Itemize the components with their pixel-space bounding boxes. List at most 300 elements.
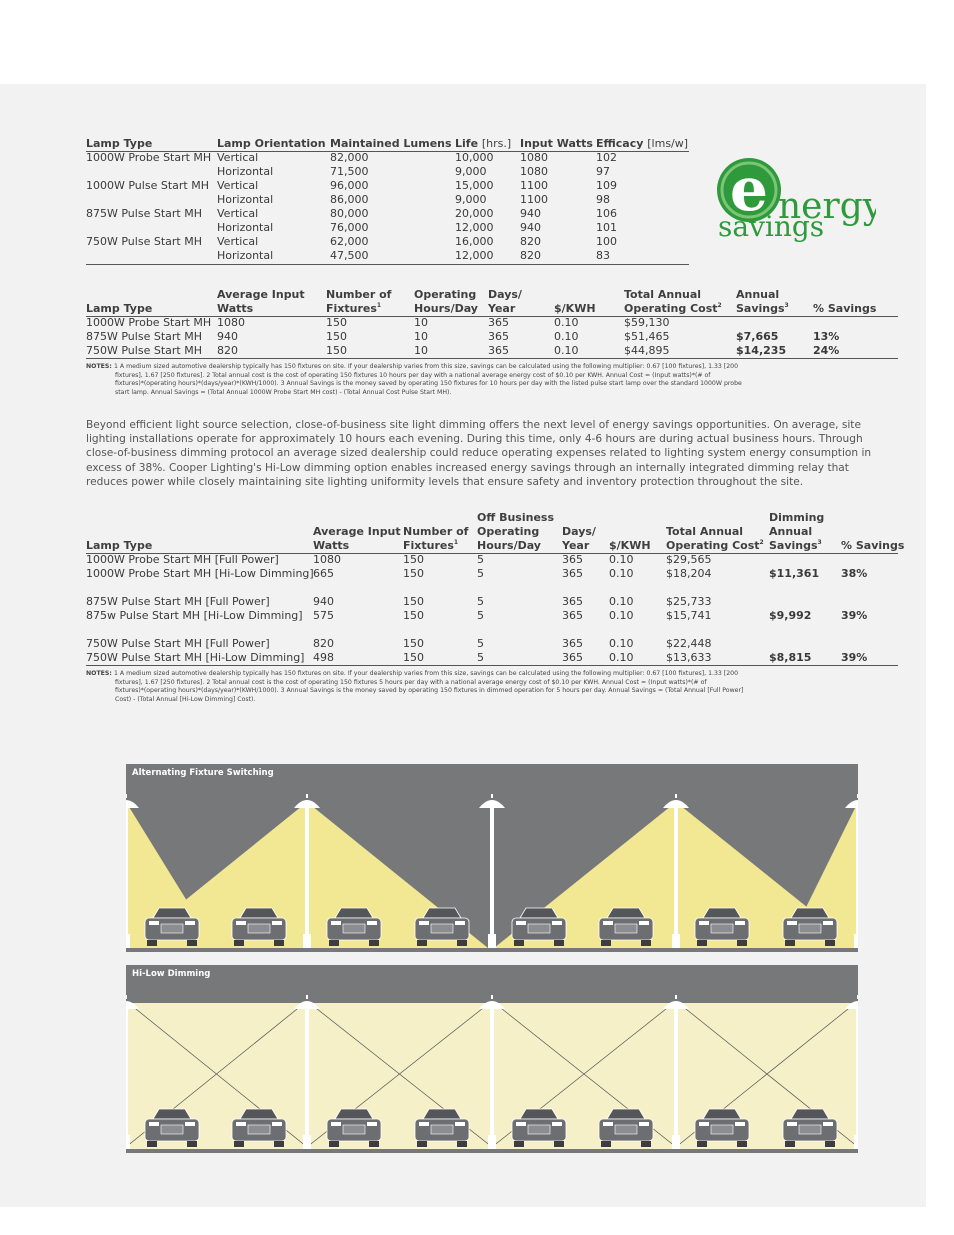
cell-hours: 5: [477, 553, 484, 566]
cell-fixtures: 150: [403, 553, 424, 566]
col-header-savings-l1: Annual: [769, 525, 813, 538]
cell-cost: $29,565: [666, 553, 712, 566]
col-header-cost-l2: Operating Cost$^2$: [666, 539, 764, 552]
cell-cost: $15,741: [666, 609, 712, 622]
alternating-switching-diagram: [126, 764, 858, 952]
car-headlight: [787, 1122, 797, 1126]
car-grille: [711, 924, 733, 933]
car-grille: [528, 1125, 550, 1134]
cell-lumens: 96,000: [330, 179, 369, 192]
lamp-head: [663, 1001, 689, 1009]
cell-savings: $14,235: [736, 344, 787, 357]
cell-pct: 13%: [813, 330, 840, 343]
car-headlight: [639, 1122, 649, 1126]
cell-lumens: 86,000: [330, 193, 369, 206]
col-header-pct: % Savings: [841, 539, 905, 552]
pole-base: [488, 934, 496, 948]
col-header-hours-l0: Off Business: [477, 511, 555, 524]
light-pole: [674, 808, 678, 946]
car-wheel: [369, 1141, 379, 1147]
col-header-hours-l1: Operating: [477, 525, 540, 538]
car-headlight: [735, 1122, 745, 1126]
car-wheel: [697, 1141, 707, 1147]
cell-fixtures: 150: [403, 567, 424, 580]
cell-fixtures: 150: [403, 637, 424, 650]
car-wheel: [825, 940, 835, 946]
car-roof: [791, 1109, 829, 1119]
car-grille: [799, 1125, 821, 1134]
car-headlight: [787, 921, 797, 925]
car-roof: [240, 908, 278, 918]
cell-efficacy: 97: [596, 165, 610, 178]
note-text: 1 A medium sized automotive dealership typically has 150 fixtures on site. If your dealership varies from this size, savings can be calculated using the following multiplier: 0.67 [100 fixtures], 1.33 [200: [113, 363, 739, 370]
col-header-watts-l1: Average Input: [313, 525, 401, 538]
car-wheel: [514, 1141, 524, 1147]
cell-watts: 1080: [217, 316, 245, 329]
car-wheel: [147, 940, 157, 946]
note-line: [86, 696, 894, 705]
car-roof: [153, 908, 191, 918]
pole-base: [854, 934, 858, 948]
cell-lamp: 1000W Probe Start MH: [86, 316, 212, 329]
car-headlight: [419, 1122, 429, 1126]
car-headlight: [367, 921, 377, 925]
cell-hours: 5: [477, 567, 484, 580]
car-wheel: [601, 940, 611, 946]
cell-watts: 498: [313, 651, 334, 664]
cell-fixtures: 150: [403, 651, 424, 664]
car-wheel: [825, 1141, 835, 1147]
cell-fixtures: 150: [403, 595, 424, 608]
lamp-finial: [857, 794, 858, 798]
col-header-fixtures-l1: Number of: [326, 288, 392, 301]
ground-strip: [126, 948, 858, 952]
col-header-days-l2: Year: [488, 302, 516, 315]
lamp-head: [294, 800, 320, 808]
lamp-finial: [857, 995, 858, 999]
svg-text:e: e: [729, 155, 769, 225]
cell-orientation: Horizontal: [217, 221, 274, 234]
note-line: [86, 372, 894, 381]
car-wheel: [641, 940, 651, 946]
cell-cost: $22,448: [666, 637, 712, 650]
col-header-savings-l2: Savings$^3$: [736, 302, 789, 315]
col-header-lamp-type: Lamp Type: [86, 539, 153, 552]
car-headlight: [699, 1122, 709, 1126]
cell-orientation: Vertical: [217, 207, 259, 220]
car-wheel: [641, 1141, 651, 1147]
col-header-watts-l2: Watts: [217, 302, 254, 315]
cell-watts: 820: [520, 249, 541, 262]
cell-watts: 940: [313, 595, 334, 608]
cell-rate: 0.10: [609, 595, 634, 608]
car-roof: [703, 908, 741, 918]
lamp-head: [126, 800, 139, 808]
cell-lamp: 1000W Pulse Start MH: [86, 179, 209, 192]
car-wheel: [274, 940, 284, 946]
cell-rate: 0.10: [609, 553, 634, 566]
lamp-finial: [675, 995, 677, 999]
cell-life: 16,000: [455, 235, 494, 248]
pole-base: [672, 934, 680, 948]
cell-lumens: 82,000: [330, 151, 369, 164]
car-wheel: [457, 940, 467, 946]
col-header-efficacy: Efficacy [lms/w]: [596, 137, 689, 150]
car-headlight: [699, 921, 709, 925]
lamp-head: [294, 1001, 320, 1009]
cell-lamp: 875w Pulse Start MH [Hi-Low Dimming]: [86, 609, 303, 622]
car-roof: [423, 1109, 461, 1119]
cell-orientation: Horizontal: [217, 249, 274, 262]
car-roof: [791, 908, 829, 918]
col-header-input-watts: Input Watts: [520, 137, 593, 150]
car-roof: [335, 908, 373, 918]
cell-rate: 0.10: [554, 316, 579, 329]
paragraph-line: close-of-business dimming protocol an average sized dealership could reduce operating expenses related to lighting system energy consumption in: [86, 447, 872, 460]
cell-rate: 0.10: [609, 567, 634, 580]
lamp-head: [479, 800, 505, 808]
car-grille: [161, 1125, 183, 1134]
car-headlight: [236, 1122, 246, 1126]
car-headlight: [735, 921, 745, 925]
cell-pct: 39%: [841, 651, 868, 664]
lamp-finial: [126, 794, 127, 798]
body-paragraph: [86, 418, 901, 489]
lamp-finial: [675, 794, 677, 798]
col-header-days-l1: Days/: [488, 288, 522, 301]
cell-life: 15,000: [455, 179, 494, 192]
car-wheel: [554, 1141, 564, 1147]
col-header-days-l2: Year: [562, 539, 590, 552]
car-headlight: [367, 1122, 377, 1126]
cell-orientation: Vertical: [217, 235, 259, 248]
cell-days: 365: [488, 344, 509, 357]
car-grille: [161, 924, 183, 933]
cell-pct: 39%: [841, 609, 868, 622]
col-header-hours-l2: Hours/Day: [477, 539, 541, 552]
pole-base: [303, 934, 311, 948]
car-headlight: [419, 921, 429, 925]
col-header-watts-l2: Watts: [313, 539, 350, 552]
car-grille: [248, 1125, 270, 1134]
light-pole: [126, 1009, 128, 1147]
cell-lamp: 750W Pulse Start MH: [86, 235, 202, 248]
car-roof: [335, 1109, 373, 1119]
car-wheel: [457, 1141, 467, 1147]
car-wheel: [274, 1141, 284, 1147]
cell-lamp: 1000W Probe Start MH [Full Power]: [86, 553, 279, 566]
car-roof: [520, 908, 558, 918]
cell-hours: 5: [477, 609, 484, 622]
cell-rate: 0.10: [609, 651, 634, 664]
col-header-rate: $/KWH: [554, 302, 596, 315]
cell-watts: 1100: [520, 179, 548, 192]
car-grille: [528, 924, 550, 933]
car-headlight: [603, 921, 613, 925]
car-roof: [607, 1109, 645, 1119]
note-text: fixtures], 1.67 [250 fixtures]. 2 Total annual cost is the cost of operating 150 fixtures 10 hours per day with a national average energy cost of $0.10 per KWH. Annual Cost = (Input watts)*(# of: [115, 371, 711, 379]
cell-rate: 0.10: [609, 609, 634, 622]
cell-hours: 10: [414, 316, 428, 329]
cell-lamp: 750W Pulse Start MH [Hi-Low Dimming]: [86, 651, 305, 664]
cell-savings: $9,992: [769, 609, 812, 622]
notes-label: NOTES:: [86, 363, 114, 370]
col-header-watts-l1: Average Input: [217, 288, 305, 301]
note-line: [86, 670, 894, 679]
cell-lamp: 875W Pulse Start MH [Full Power]: [86, 595, 270, 608]
light-pole: [126, 808, 128, 946]
cell-lamp: 1000W Probe Start MH [Hi-Low Dimming]: [86, 567, 314, 580]
paragraph-line: lighting installations operate for approximately 10 hours each evening. During this time, only 4-6 hours are during actual business hours. Through: [86, 433, 863, 446]
car-headlight: [236, 921, 246, 925]
car-wheel: [187, 940, 197, 946]
note-line: [86, 363, 894, 372]
car-wheel: [514, 940, 524, 946]
footnotes-table3: [86, 670, 894, 704]
lamp-finial: [306, 995, 308, 999]
car-grille: [343, 924, 365, 933]
lamp-finial: [126, 995, 127, 999]
light-pole: [490, 808, 494, 946]
car-grille: [343, 1125, 365, 1134]
cell-cost: $13,633: [666, 651, 712, 664]
car-headlight: [149, 921, 159, 925]
cell-life: 20,000: [455, 207, 494, 220]
lamp-finial: [306, 794, 308, 798]
hi-low-dimming-diagram: [126, 965, 858, 1153]
pole-base: [126, 1135, 130, 1149]
car-headlight: [455, 921, 465, 925]
cell-rate: 0.10: [609, 637, 634, 650]
col-header-life: Life [hrs.]: [455, 137, 512, 150]
cell-days: 365: [488, 316, 509, 329]
car-roof: [607, 908, 645, 918]
car-roof: [240, 1109, 278, 1119]
cell-savings: $7,665: [736, 330, 779, 343]
cell-savings: $8,815: [769, 651, 812, 664]
cell-fixtures: 150: [326, 344, 347, 357]
cell-watts: 1080: [520, 165, 548, 178]
car-grille: [431, 924, 453, 933]
note-text: fixtures], 1.67 [250 fixtures]. 2 Total annual cost is the cost of operating 150 fixtures 5 hours per day with a national average energy cost of $0.10 per KWH. Annual Cost = (Input watts)*(# of: [115, 678, 707, 686]
light-pole: [490, 1009, 494, 1147]
cell-rate: 0.10: [554, 330, 579, 343]
svg-text:nergy: nergy: [778, 186, 876, 227]
cell-cost: $18,204: [666, 567, 712, 580]
car-wheel: [601, 1141, 611, 1147]
cell-watts: 820: [520, 235, 541, 248]
cell-watts: 1080: [520, 151, 548, 164]
cell-efficacy: 100: [596, 235, 617, 248]
cell-hours: 5: [477, 651, 484, 664]
col-header-orientation: Lamp Orientation: [217, 137, 326, 150]
cell-life: 12,000: [455, 249, 494, 262]
cell-efficacy: 98: [596, 193, 610, 206]
cell-lumens: 76,000: [330, 221, 369, 234]
cell-orientation: Horizontal: [217, 193, 274, 206]
car-grille: [615, 924, 637, 933]
col-header-cost-l1: Total Annual: [624, 288, 702, 301]
pole-base: [303, 1135, 311, 1149]
notes-label: NOTES:: [86, 670, 114, 677]
cell-watts: 940: [520, 207, 541, 220]
car-grille: [248, 924, 270, 933]
car-headlight: [639, 921, 649, 925]
cell-life: 12,000: [455, 221, 494, 234]
light-pole: [674, 1009, 678, 1147]
table-bottom-rule: [86, 358, 898, 359]
car-headlight: [455, 1122, 465, 1126]
car-headlight: [272, 921, 282, 925]
cell-cost: $59,130: [624, 316, 670, 329]
note-line: [86, 389, 894, 398]
cell-days: 365: [562, 567, 583, 580]
car-headlight: [185, 1122, 195, 1126]
car-roof: [153, 1109, 191, 1119]
car-wheel: [187, 1141, 197, 1147]
cell-days: 365: [562, 553, 583, 566]
cell-efficacy: 83: [596, 249, 610, 262]
car-wheel: [737, 940, 747, 946]
cell-lamp: 750W Pulse Start MH: [86, 344, 202, 357]
car-grille: [799, 924, 821, 933]
cell-watts: 940: [520, 221, 541, 234]
col-header-pct: % Savings: [813, 302, 877, 315]
col-header-lamp-type: Lamp Type: [86, 302, 153, 315]
diagram-title: Hi-Low Dimming: [132, 969, 211, 979]
cell-fixtures: 150: [326, 316, 347, 329]
cell-savings: $11,361: [769, 567, 820, 580]
pole-base: [126, 934, 130, 948]
svg-text:savings: savings: [718, 210, 825, 243]
lamp-finial: [491, 995, 493, 999]
col-header-lamp-type: Lamp Type: [86, 137, 153, 150]
cell-watts: 665: [313, 567, 334, 580]
cell-days: 365: [562, 637, 583, 650]
car-wheel: [554, 940, 564, 946]
car-headlight: [149, 1122, 159, 1126]
cell-watts: 820: [313, 637, 334, 650]
col-header-hours-l2: Hours/Day: [414, 302, 478, 315]
ground-strip: [126, 1149, 858, 1153]
car-wheel: [369, 940, 379, 946]
table-bottom-rule: [86, 264, 689, 265]
cell-lamp: 875W Pulse Start MH: [86, 207, 202, 220]
note-line: [86, 380, 894, 389]
col-header-lumens: Maintained Lumens: [330, 137, 452, 150]
paragraph-line: Beyond efficient light source selection, close-of-business site light dimming offers the next level of energy savings opportunities. On average, site: [86, 419, 861, 431]
cell-hours: 10: [414, 344, 428, 357]
cell-lumens: 80,000: [330, 207, 369, 220]
cell-lamp: 750W Pulse Start MH [Full Power]: [86, 637, 270, 650]
car-headlight: [331, 1122, 341, 1126]
cell-lumens: 62,000: [330, 235, 369, 248]
col-header-days-l1: Days/: [562, 525, 596, 538]
car-wheel: [737, 1141, 747, 1147]
cell-watts: 940: [217, 330, 238, 343]
cell-rate: 0.10: [554, 344, 579, 357]
paragraph-line: reduces power while closely maintaining site lighting uniformity levels that ensure safety and inventory protection throughout the site.: [86, 475, 804, 488]
cell-efficacy: 102: [596, 151, 617, 164]
car-headlight: [603, 1122, 613, 1126]
cell-watts: 575: [313, 609, 334, 622]
car-wheel: [785, 1141, 795, 1147]
cell-cost: $44,895: [624, 344, 670, 357]
cell-lamp: 1000W Probe Start MH: [86, 151, 212, 164]
cell-fixtures: 150: [326, 330, 347, 343]
light-pole: [305, 808, 309, 946]
col-header-rate: $/KWH: [609, 539, 651, 552]
note-text: Cost) - (Total Annual [Hi-Low Dimming] Cost).: [115, 695, 256, 703]
cell-hours: 5: [477, 595, 484, 608]
cell-efficacy: 101: [596, 221, 617, 234]
car-wheel: [234, 940, 244, 946]
cell-lumens: 71,500: [330, 165, 369, 178]
note-line: [86, 679, 894, 688]
lamp-head: [663, 800, 689, 808]
car-grille: [615, 1125, 637, 1134]
footnotes-table2: [86, 363, 894, 397]
light-pole: [856, 1009, 858, 1147]
cell-days: 365: [562, 609, 583, 622]
note-text: fixtures)*(operating hours)*(days/year)*(KWH/1000). 3 Annual Savings is the money saved by operating 150 fixtures for 10 hours per day with the listed pulse start lamp over the standard 1000W probe: [115, 380, 742, 388]
car-headlight: [272, 1122, 282, 1126]
car-roof: [520, 1109, 558, 1119]
cell-cost: $51,465: [624, 330, 670, 343]
cell-days: 365: [488, 330, 509, 343]
energy-savings-logo: [716, 152, 876, 252]
paragraph-line: excess of 38%. Cooper Lighting's Hi-Low dimming option enables increased energy savings through an internally integrated dimming relay that: [86, 461, 849, 474]
col-header-cost-l2: Operating Cost$^2$: [624, 302, 722, 315]
cell-efficacy: 109: [596, 179, 617, 192]
pole-base: [854, 1135, 858, 1149]
car-wheel: [329, 1141, 339, 1147]
cell-watts: 820: [217, 344, 238, 357]
lamp-head: [479, 1001, 505, 1009]
car-headlight: [185, 921, 195, 925]
col-header-fixtures-l2: Fixtures$^1$: [326, 302, 382, 315]
col-header-fixtures-l1: Number of: [403, 525, 469, 538]
cell-life: 10,000: [455, 151, 494, 164]
car-roof: [703, 1109, 741, 1119]
car-wheel: [234, 1141, 244, 1147]
car-grille: [431, 1125, 453, 1134]
note-text: start lamp. Annual Savings = (Total Annual 1000W Probe Start MH cost) - (Total Annual Cost Pulse Start MH).: [115, 388, 452, 396]
car-headlight: [823, 1122, 833, 1126]
note-text: fixtures)*(operating hours)*(days/year)*(KWH/1000). 3 Annual Savings is the money saved by operating 150 fixtures in dimmed operation for 5 hours per day. Annual Savings = (Total Annual [Full Power]: [115, 687, 744, 695]
col-header-cost-l1: Total Annual: [666, 525, 744, 538]
col-header-savings-l1: Annual: [736, 288, 780, 301]
car-headlight: [331, 921, 341, 925]
col-header-savings-l2: Savings$^3$: [769, 539, 822, 552]
cell-hours: 10: [414, 330, 428, 343]
cell-days: 365: [562, 595, 583, 608]
light-pole: [305, 1009, 309, 1147]
diagram-title: Alternating Fixture Switching: [132, 768, 274, 778]
cell-pct: 38%: [841, 567, 868, 580]
cell-life: 9,000: [455, 165, 487, 178]
car-headlight: [552, 921, 562, 925]
car-wheel: [785, 940, 795, 946]
car-grille: [711, 1125, 733, 1134]
col-header-fixtures-l2: Fixtures$^1$: [403, 539, 459, 552]
cell-fixtures: 150: [403, 609, 424, 622]
car-wheel: [417, 1141, 427, 1147]
cell-hours: 5: [477, 637, 484, 650]
cell-orientation: Vertical: [217, 151, 259, 164]
pole-base: [672, 1135, 680, 1149]
cell-watts: 1100: [520, 193, 548, 206]
